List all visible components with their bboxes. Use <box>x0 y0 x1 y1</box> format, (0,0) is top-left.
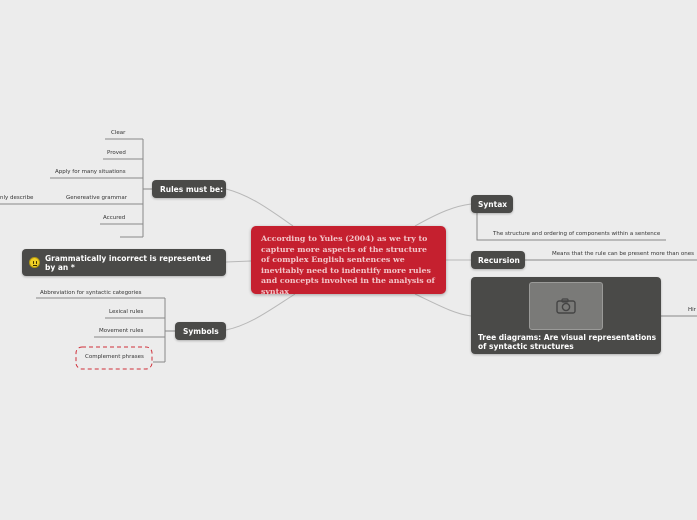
syntax-node[interactable] <box>471 195 513 213</box>
leaf-complement-phrases[interactable]: Complement phrases <box>85 354 144 360</box>
rules-node-label: Rules must be: <box>160 184 224 194</box>
camera-icon <box>556 298 576 314</box>
tree-diagrams-node-label: Tree diagrams: Are visual representations of syntactic structures <box>478 333 657 351</box>
leaf-lexical-rules[interactable]: Lexical rules <box>109 309 144 315</box>
grammatical-node[interactable] <box>22 249 226 276</box>
central-topic[interactable] <box>251 226 446 294</box>
tree-diagrams-node[interactable] <box>471 277 661 354</box>
image-placeholder <box>529 282 603 330</box>
leaf-clear[interactable]: Clear <box>111 130 126 136</box>
symbols-node-label: Symbols <box>183 326 219 336</box>
smiley-icon <box>29 257 40 268</box>
leaf-only-describe[interactable]: nly describe <box>0 195 34 201</box>
leaf-structure-ordering[interactable]: The structure and ordering of components within a sentence <box>493 231 661 237</box>
recursion-node-label: Recursion <box>478 255 520 265</box>
leaf-hir[interactable]: Hir <box>688 307 696 313</box>
leaf-generative-grammar[interactable]: Genereative grammar <box>66 195 127 201</box>
recursion-node[interactable] <box>471 251 525 269</box>
rules-node[interactable] <box>152 180 226 198</box>
leaf-apply[interactable]: Apply for many situations <box>55 169 126 175</box>
central-topic-text: According to Yules (2004) as we try to capture more aspects of the structure of complex English sentences we inevitably need to indentify more rules and concepts involved in the analysis of syntax <box>261 234 435 296</box>
leaf-accured[interactable]: Accured <box>103 215 126 221</box>
leaf-proved[interactable]: Proved <box>107 150 126 156</box>
leaf-recursion-meaning[interactable]: Means that the rule can be present more than ones <box>552 251 694 257</box>
leaf-abbreviation[interactable]: Abbreviation for syntactic categories <box>40 290 142 296</box>
syntax-node-label: Syntax <box>478 199 508 209</box>
grammatical-node-label: Grammatically incorrect is represented by an * <box>45 253 212 272</box>
leaf-movement-rules[interactable]: Movement rules <box>99 328 144 334</box>
symbols-node[interactable] <box>175 322 226 340</box>
